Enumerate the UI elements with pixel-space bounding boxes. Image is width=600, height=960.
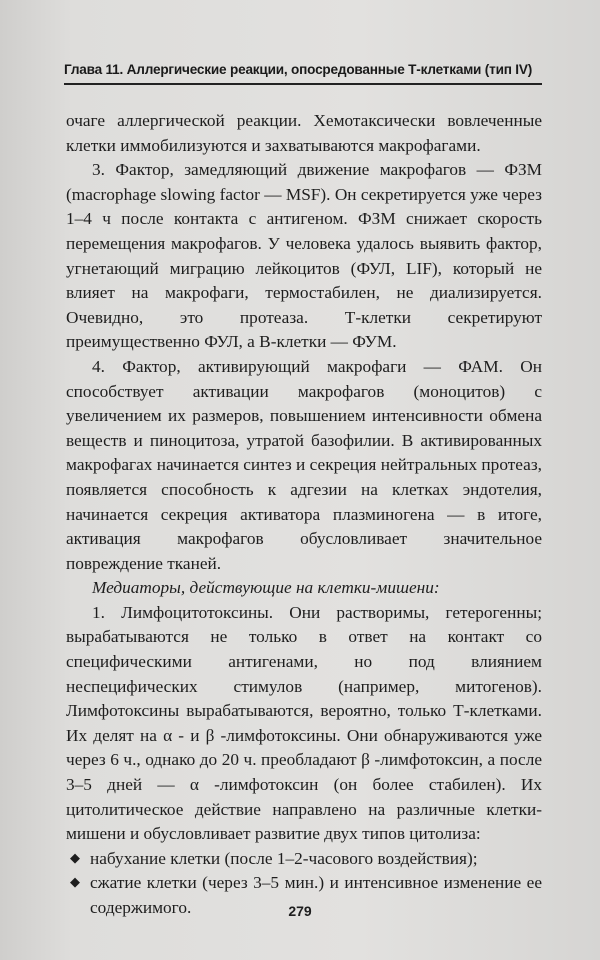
list-item-text: сжатие клетки (через 3–5 мин.) и интенсивное изменение ее содержимого. <box>90 873 542 917</box>
paragraph: 3. Фактор, замедляющий движение макрофагов — ФЗМ (macrophage slowing factor — MSF). Он секретируется уже через 1–4 ч после контакта с антигеном. ФЗМ снижает скорость перемещения макрофагов. У человека удалось выявить фактор, угнетающий миграцию лейкоцитов (ФУЛ, LIF), который не влияет на макрофаги, термостабилен, не диализируется. Очевидно, это протеаза. Т-клетки секретируют преимущественно ФУЛ, а В-клетки — ФУМ. <box>66 160 542 352</box>
page-number: 279 <box>288 903 312 919</box>
running-header: Глава 11. Аллергические реакции, опосредованные Т-клетками (тип IV) <box>64 62 533 77</box>
paragraph: 1. Лимфоцитотоксины. Они растворимы, гетерогенны; вырабатываются не только в ответ на контакт со специфическими антигенами, но под влиянием неспецифических стимулов (например, митогенов). Лимфотоксины вырабатываются, вероятно, только Т-клетками. Их делят на α - и β -лимфотоксины. Они обнаруживаются уже через 6 ч., однако до 20 ч. преобладают β -лимфотоксин, а после 3–5 дней — α -лимфотоксин (он более стабилен). Их цитолитическое действие направлено на различные клетки-мишени и обусловливает развитие двух типов цитолиза: <box>66 602 542 844</box>
diamond-bullet-icon: ◆ <box>70 875 80 891</box>
paragraph: 4. Фактор, активирующий макрофаги — ФАМ. Он способствует активации макрофагов (моноцитов) с увеличением их размеров, повышением интенсивности обмена веществ и пиноцитоза, утратой базофилии. В активированных макрофагах начинается синтез и секреция нейтральных протеаз, появляется способность к адгезии на клетках эндотелия, начинается секреция активатора плазминогена — в итоге, активация макрофагов обусловливает значительное повреждение тканей. <box>66 356 542 573</box>
body-text <box>66 109 542 921</box>
list-item <box>66 847 542 872</box>
diamond-bullet-icon: ◆ <box>70 850 80 866</box>
header-rule <box>64 83 542 85</box>
list-item-text: набухание клетки (после 1–2-часового воздействия); <box>90 848 478 868</box>
paragraph: очаге аллергической реакции. Хемотаксически вовлеченные клетки иммобилизуются и захватываются макрофагами. <box>66 111 542 155</box>
section-subheading: Медиаторы, действующие на клетки-мишени: <box>92 578 440 598</box>
